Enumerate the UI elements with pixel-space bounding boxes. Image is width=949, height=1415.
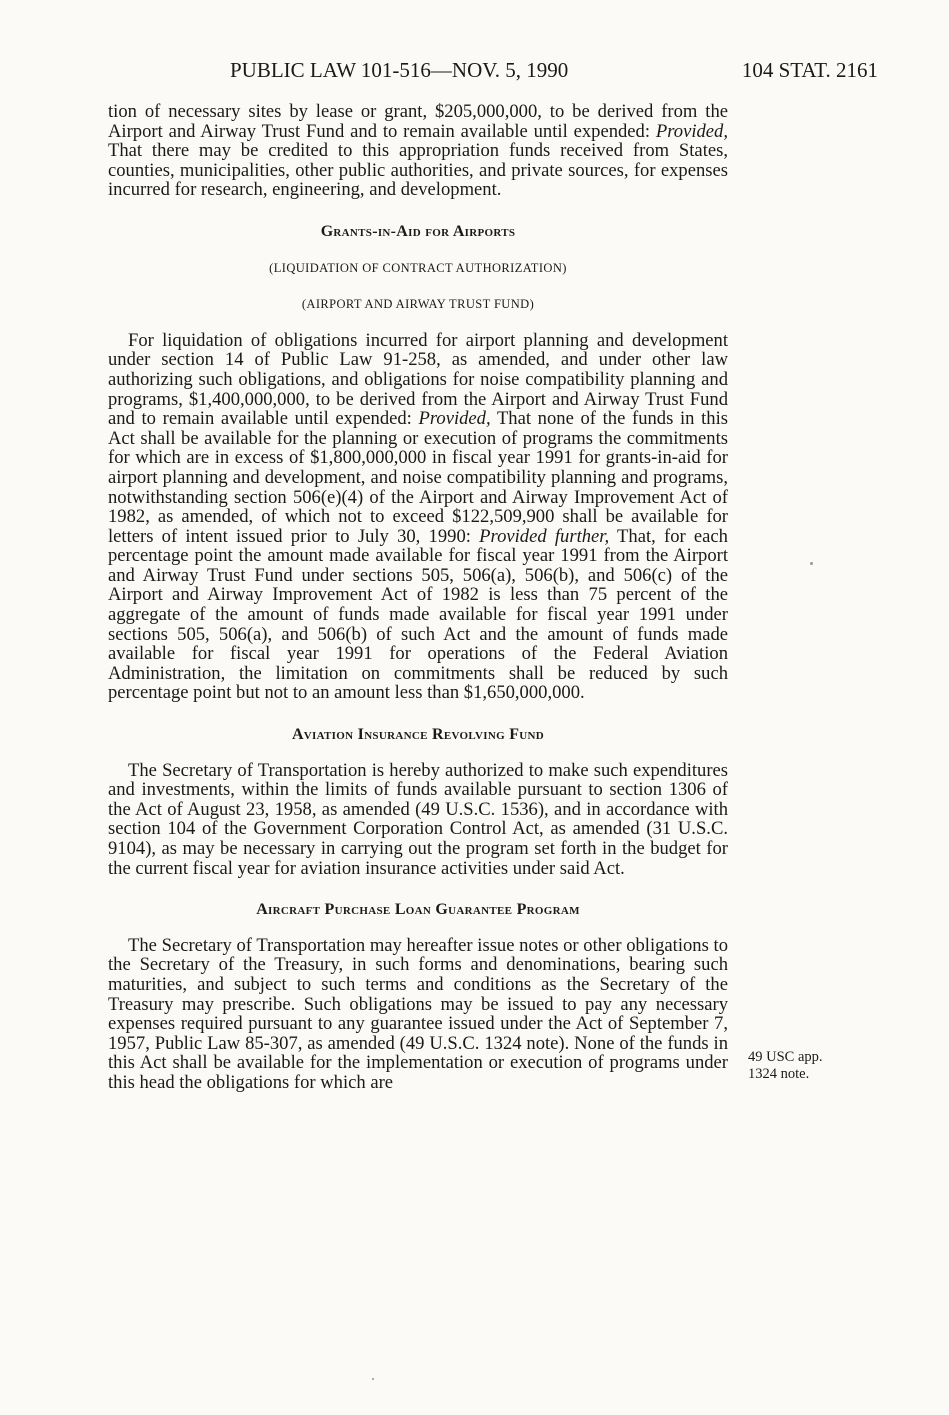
grants-text-3: That, for each percentage point the amount made available for fiscal year 1991 from the Airport and Airway Trust Fund under sections 505, 506(a), 506(b), and 506(c) of the Airport and Airway Improvement Act of 1982 is less than 75 percent of the aggregate of the amount of funds made available for fiscal year 1991 under sections 505, 506(a), and 506(b) of such Act and the amount of funds made available for fiscal year 1991 for operations of the Federal Aviation Administration, the limitation on commitments shall be reduced by such percentage point but not to an amount less than $1,650,000,000. — [108, 525, 728, 704]
aviation-insurance-heading: Aviation Insurance Revolving Fund — [291, 726, 545, 744]
grants-subheading-trust-fund: (AIRPORT AND AIRWAY TRUST FUND) — [301, 297, 535, 312]
aircraft-purchase-heading: Aircraft Purchase Loan Guarantee Program — [256, 901, 580, 919]
margin-note — [748, 1049, 858, 1083]
grants-proviso-2: Provided further, — [479, 525, 610, 547]
grants-paragraph — [108, 331, 728, 703]
grants-proviso-1: Provided, — [418, 408, 491, 430]
aircraft-purchase-paragraph: The Secretary of Transportation may hereafter issue notes or other obligations to the Secretary of the Treasury, in such forms and denominations, bearing such maturities, and subject to such terms and conditions as the Secretary of the Treasury may prescribe. Such obligations may be issued to pay any necessary expenses required pursuant to any guarantee issued under the Act of September 7, 1957, Public Law 85-307, as amended (49 U.S.C. 1324 note). None of the funds in this Act shall be available for the implementation or execution of programs under this head the obligations for which are — [108, 934, 728, 1093]
law-title: PUBLIC LAW 101-516—NOV. 5, 1990 — [230, 58, 569, 82]
intro-text-2: That there may be credited to this appropriation funds received from States, counties, municipalities, other public authorities, and private sources, for expenses incurred for research, engineering, and development. — [108, 140, 728, 201]
grants-text-1: For liquidation of obligations incurred for airport planning and development under section 14 of Public Law 91-258, as amended, and under other law authorizing such obligations, and obligations for noise compatibility planning and programs, $1,400,000,000, to be derived from the Airport and Airway Trust Fund and to remain available until expended: — [108, 329, 728, 430]
grants-subheading-liquidation: (LIQUIDATION OF CONTRACT AUTHORIZATION) — [269, 260, 567, 275]
intro-proviso: Provided, — [655, 120, 728, 142]
intro-paragraph — [108, 102, 728, 200]
scan-speck — [810, 562, 813, 565]
grants-text-2: That none of the funds in this Act shall be available for the planning or execution of programs the commitments for which are in excess of $1,800,000,000 in fiscal year 1991 for grants-in-aid for airport planning and development, and noise compatibility planning and programs, notwithstanding section 506(e)(4) of the Airport and Airway Improvement Act of 1982, as amended, of which not to exceed $122,509,900 shall be available for letters of intent issued prior to July 30, 1990: — [108, 408, 728, 547]
margin-note-line-2: 1324 note. — [748, 1066, 810, 1082]
body-column — [108, 102, 728, 1093]
stat-reference: 104 STAT. 2161 — [741, 58, 878, 82]
intro-text-1: tion of necessary sites by lease or grant, $205,000,000, to be derived from the Airport and Airway Trust Fund and to remain available until expended: — [108, 101, 728, 142]
running-head — [108, 58, 878, 88]
aviation-insurance-paragraph: The Secretary of Transportation is hereby authorized to make such expenditures and investments, within the limits of funds available pursuant to section 1306 of the Act of August 23, 1958, as amended (49 U.S.C. 1536), and in accordance with section 104 of the Government Corporation Control Act, as amended (31 U.S.C. 9104), as may be necessary in carrying out the program set forth in the budget for the current fiscal year for aviation insurance activities under said Act. — [108, 759, 728, 879]
grants-heading: Grants-in-Aid for Airports — [320, 222, 516, 240]
scan-speck — [372, 1378, 374, 1380]
margin-note-line-1: 49 USC app. — [748, 1049, 823, 1065]
